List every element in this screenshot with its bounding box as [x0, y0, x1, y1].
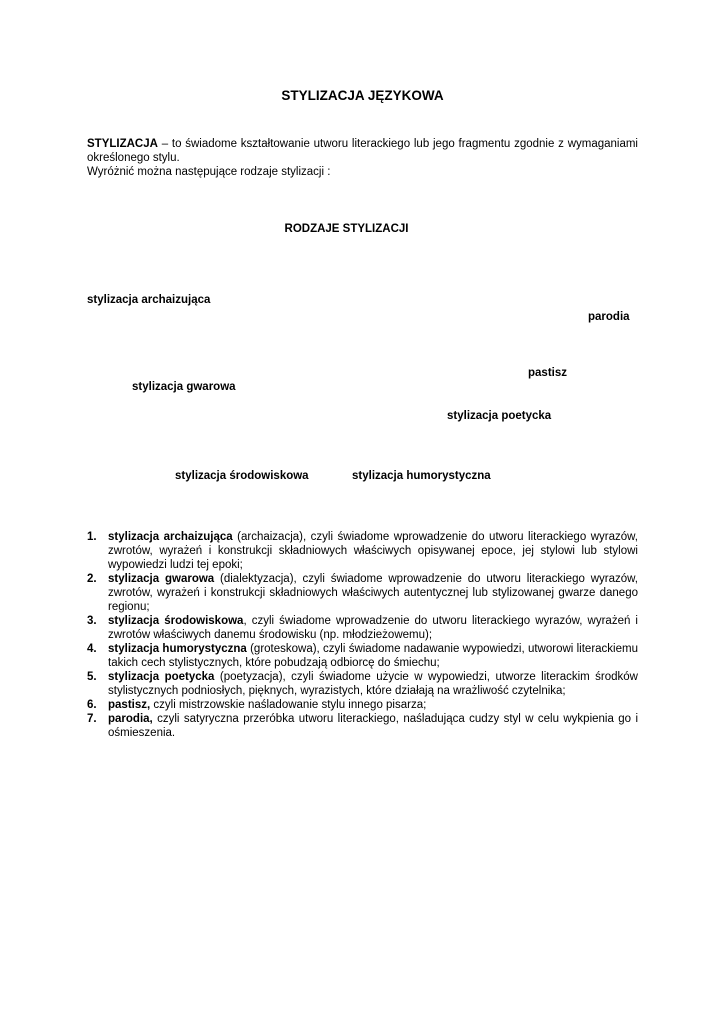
item-number: 5.: [87, 671, 97, 683]
type-parodia: parodia: [588, 311, 630, 323]
item-term: stylizacja poetycka: [108, 671, 215, 683]
list-item: [87, 670, 638, 698]
item-number: 6.: [87, 699, 97, 711]
list-item: [87, 712, 638, 740]
item-text: czyli satyryczna przeróbka utworu literackiego, naśladująca cudzy styl w celu wykpienia go i ośmieszenia.: [108, 713, 638, 739]
item-text: (poetyzacja), czyli świadome użycie w wypowiedzi, utworze literackim środków stylistycznych podniosłych, pięknych, wyrazistych, które działają na wrażliwość czytelnika;: [108, 671, 638, 697]
item-text: (dialektyzacja), czyli świadome wprowadzenie do utworu literackiego wyrazów, zwrotów, wyrażeń i konstrukcji składniowych właściwych autentycznej lub stylizowanej gwarze danego regionu;: [108, 573, 638, 613]
type-humorystyczna: stylizacja humorystyczna: [352, 470, 491, 482]
item-term: parodia,: [108, 713, 153, 725]
type-gwarowa: stylizacja gwarowa: [132, 381, 236, 393]
item-number: 2.: [87, 573, 97, 585]
item-text: , czyli świadome wprowadzenie do utworu literackiego wyrazów, wyrażeń i zwrotów właściwych danemu środowisku (np. młodzieżowemu);: [108, 615, 638, 641]
types-heading: RODZAJE STYLIZACJI: [284, 223, 409, 235]
list-item: [87, 614, 638, 642]
list-item: [87, 530, 638, 572]
item-term: stylizacja środowiskowa: [108, 615, 244, 627]
item-number: 7.: [87, 713, 97, 725]
intro-definition-text: – to świadome kształtowanie utworu literackiego lub jego fragmentu zgodnie z wymaganiami określonego stylu.: [87, 138, 638, 164]
item-term: stylizacja archaizująca: [108, 531, 233, 543]
definitions-list: [87, 530, 638, 740]
intro-term: STYLIZACJA: [87, 138, 158, 150]
item-term: stylizacja humorystyczna: [108, 643, 247, 655]
list-item: [87, 698, 638, 712]
page-title: STYLIZACJA JĘZYKOWA: [281, 88, 444, 103]
type-archaizujaca: stylizacja archaizująca: [87, 294, 211, 306]
item-term: pastisz,: [108, 699, 151, 711]
intro-definition: [87, 137, 638, 165]
item-number: 3.: [87, 615, 97, 627]
intro: [87, 137, 638, 179]
type-poetycka: stylizacja poetycka: [447, 410, 552, 422]
type-pastisz: pastisz: [528, 367, 567, 379]
intro-lead: Wyróżnić można następujące rodzaje stylizacji :: [87, 166, 331, 178]
item-text: (groteskowa), czyli świadome nadawanie wypowiedzi, utworowi literackiemu takich cech stylistycznych, które pobudzają odbiorcę do śmiechu;: [108, 643, 638, 669]
type-srodowiskowa: stylizacja środowiskowa: [175, 470, 309, 482]
item-text: czyli mistrzowskie naśladowanie stylu innego pisarza;: [150, 699, 427, 711]
item-text: (archaizacja), czyli świadome wprowadzenie do utworu literackiego wyrazów, zwrotów, wyrażeń i konstrukcji składniowych właściwych opisywanej epoce, jej stylowi lub stylowi wypowiedzi ludzi tej epoki;: [108, 531, 638, 571]
item-number: 4.: [87, 643, 97, 655]
list-item: [87, 572, 638, 614]
item-term: stylizacja gwarowa: [108, 573, 215, 585]
item-number: 1.: [87, 531, 97, 543]
list-item: [87, 642, 638, 670]
